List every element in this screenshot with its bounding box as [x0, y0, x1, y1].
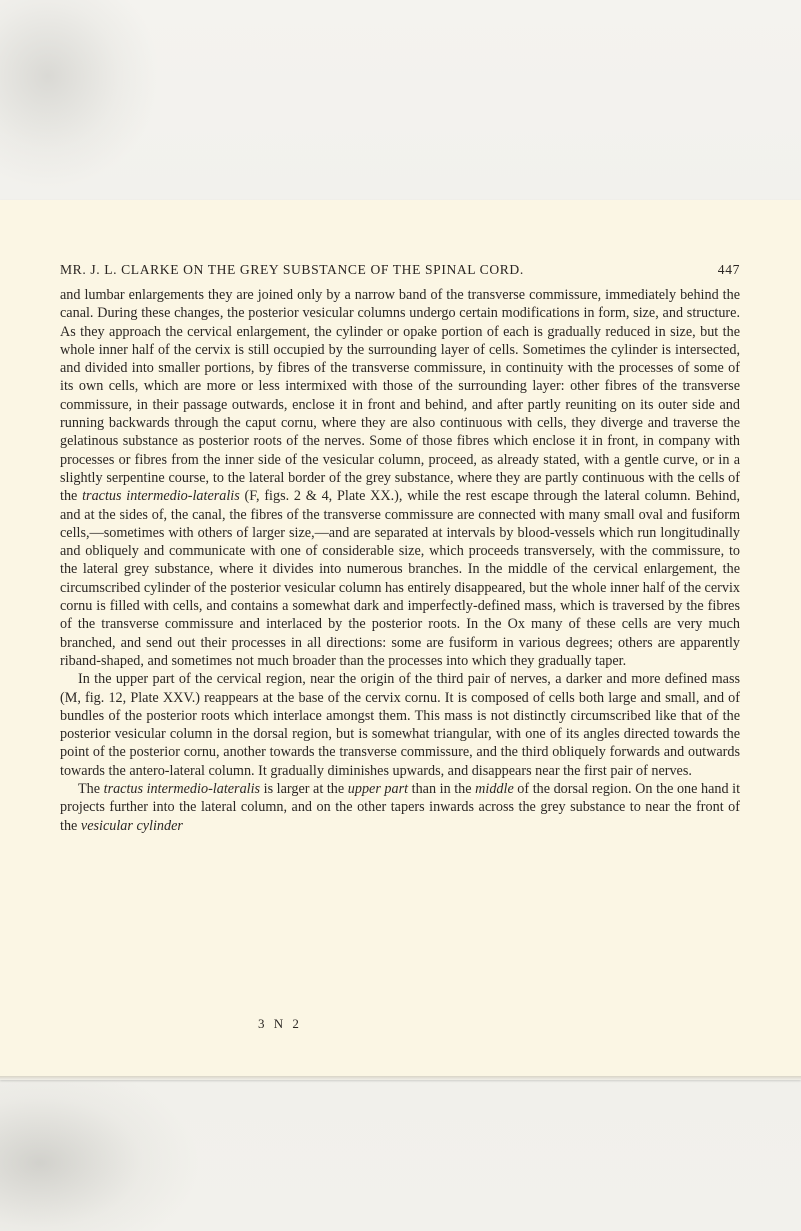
paragraph-3-text-b: is larger at the — [260, 781, 348, 798]
paragraph-3-text-c: than in the — [408, 781, 476, 798]
paragraph-3-text-d: of the dorsal region. On the one hand it projects further into the lateral column, and on the other tapers inwards across the grey substance to near the front of the — [60, 781, 741, 834]
paragraph-1 — [60, 286, 740, 670]
scan-shadow-top — [0, 0, 160, 190]
paragraph-3-text-a: The — [78, 781, 104, 798]
running-head — [60, 262, 740, 282]
italic-term: tractus intermedio-lateralis — [82, 488, 240, 505]
page-bottom-edge — [0, 1076, 801, 1080]
paragraph-3 — [60, 780, 740, 835]
italic-term: tractus intermedio-lateralis — [103, 781, 261, 798]
paragraph-2: In the upper part of the cervical region, near the origin of the third pair of nerves, a darker and more defined mass (M, fig. 12, Plate XXV.) reappears at the base of the cervix cornu. It is composed of cells both large and small, and of bundles of the posterior roots which interlace amongst them. This mass is not distinctly circumscribed like that of the posterior vesicular column in the dorsal region, but is somewhat triangular, with one of its angles directed towards the point of the posterior cornu, another towards the transverse commissure, and the third obliquely forwards and outwards towards the antero-lateral column. It gradually diminishes upwards, and disappears near the first pair of nerves. — [60, 671, 740, 779]
running-head-title: MR. J. L. CLARKE ON THE GREY SUBSTANCE OF THE SPINAL CORD. — [60, 262, 524, 277]
scan-shadow-bottom — [0, 1060, 200, 1231]
italic-term: vesicular cylinder — [80, 817, 183, 834]
italic-term: upper part — [347, 781, 409, 798]
paragraph-1-text-a: and lumbar enlargements they are joined only by a narrow band of the transverse commissure, immediately behind the canal. During these changes, the posterior vesicular columns undergo certain modifications in form, size, and structure. As they approach the cervical enlargement, the cylinder or opake portion of each is gradually reduced in size, but the whole inner half of the cervix is still occupied by the surrounding layer of cells. Sometimes the cylinder is intersected, and divided into smaller portions, by fibres of the transverse commissure, in continuity with the processes of some of its own cells, which are more or less intermixed with those of the surrounding layer: other fibres of the transverse commissure, in their passage outwards, enclose it in front and behind, and after partly reuniting on its outer side and running backwards through the caput cornu, where they are also continuous with cells, they diverge and traverse the gelatinous substance as posterior roots of the nerves. Some of those fibres which enclose it in front, in company with processes or fibres from the inner side of the vesicular column, proceed, as already stated, with a gentle curve, or in a slightly serpentine course, to the lateral border of the grey substance, where they are partly continuous with the cells of the — [60, 287, 740, 505]
paragraph-1-text-b: (F, figs. 2 & 4, Plate XX.), while the rest escape through the lateral column. Behind, and at the sides of, the canal, the fibres of the transverse commissure are connected with many small oval and fusiform cells,—sometimes with others of larger size,—and are separated at intervals by blood-vessels which run longitudinally and obliquely and communicate with one of considerable size, which proceeds transversely, with the commissure, to the lateral grey substance, where it divides into numerous branches. In the middle of the cervical enlargement, the circumscribed cylinder of the posterior vesicular column has entirely disappeared, but the whole inner half of the cervix cornu is filled with cells, and contains a somewhat dark and imperfectly-defined mass, which is traversed by the fibres of the transverse commissure and interlaced by the posterior roots. In the Ox many of these cells are very much branched, and send out their processes in all directions: some are fusiform in various degrees; others are apparently riband-shaped, and sometimes not much broader than the processes into which they gradually taper. — [60, 488, 740, 669]
signature-mark: 3 N 2 — [258, 1016, 302, 1031]
italic-term: middle — [475, 781, 514, 798]
page-number: 447 — [717, 262, 740, 277]
body-text — [60, 286, 740, 835]
